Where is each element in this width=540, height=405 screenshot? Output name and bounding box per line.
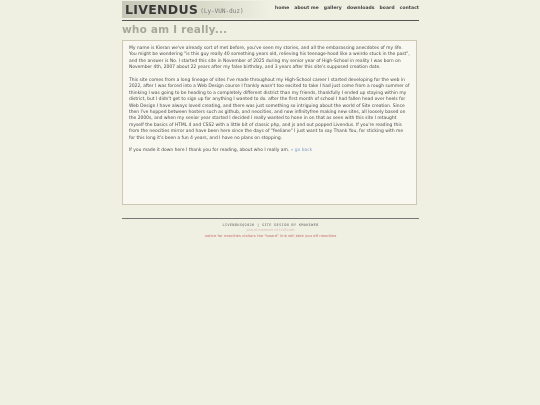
nav-home[interactable]: home bbox=[274, 6, 290, 11]
footer-copyright: LIVENDUS@2026 | SITE DESIGN BY KMAKEWEB bbox=[222, 223, 319, 227]
logo-pronunciation: (Ly-VUN-duz) bbox=[200, 7, 244, 15]
footer-divider bbox=[122, 218, 419, 219]
content-box bbox=[122, 40, 417, 205]
nav-contact[interactable]: contact bbox=[399, 6, 419, 11]
nav-downloads[interactable]: downloads bbox=[346, 6, 375, 11]
nav-board[interactable]: board bbox=[379, 6, 395, 11]
go-back-link[interactable]: « go back bbox=[290, 148, 313, 154]
logo-text: LIVENDUS bbox=[125, 2, 199, 17]
footer-notice: notice for neocities visitors the "board" link will take you off neocities bbox=[204, 233, 337, 238]
footer-member: proud member of LIVEcafe bbox=[246, 228, 295, 232]
history-paragraph: This site comes from a long lineage of sites I've made throughout my High-School career I started developing for the web in 2022, after I was forced into a Web Design course I frankly wasn't too excited to take I had just come from a rough summer of thinking I was going to be heading to a completely different district than my friends, thankfully I ended up staying within my district, but I didn't get to sign up for anything I wanted to do. after the first month of school I had fallen head over heels for Web Design I have always loved creating, and there was just something so intriguing about the world of Site creation. Since then I've hopped between hosters such as github, and neocities, and now infinityfree making new sites, all loosely based on the 2000s, and when my senior year started I decided I really wanted to hone in on that as seen with this site I retaught myself the basics of HTML 4 and CSS2 with a little bit of classic php, and js and out popped Livendus. If you're reading this from the neocities mirror and have been here since the days of "feeliane" I just want to say Thank You, for sticking with me for this long it's been a fun 4 years, and I have no plans on stopping. bbox=[129, 78, 410, 141]
page-wrapper bbox=[122, 0, 419, 238]
page-title: who am I really... bbox=[122, 24, 228, 36]
main-nav bbox=[275, 6, 419, 11]
site-logo[interactable] bbox=[122, 1, 270, 18]
nav-gallery[interactable]: gallery bbox=[323, 6, 342, 11]
site-footer bbox=[122, 223, 419, 238]
intro-paragraph: My name is Kieran we've already sort of met before, you've seen my stories, and all the embarassing anecdotes of my life. You might be wondering "is this guy really 40 something years old, relieving his teenage-hood like a weirdo stuck in the past", and the answer is No. I started this site in November of 2025 during my senior year of High-School in reality I was born on November 4th, 2007 about 22 years after my false birthday, and 3 years after this site's supposed creation date. bbox=[129, 46, 410, 71]
nav-about-me[interactable]: about me bbox=[294, 6, 319, 11]
closing-text: If you made it down here I thank you for reading, about who I really am. bbox=[129, 148, 290, 154]
closing-paragraph bbox=[129, 148, 410, 154]
site-header bbox=[122, 0, 419, 21]
